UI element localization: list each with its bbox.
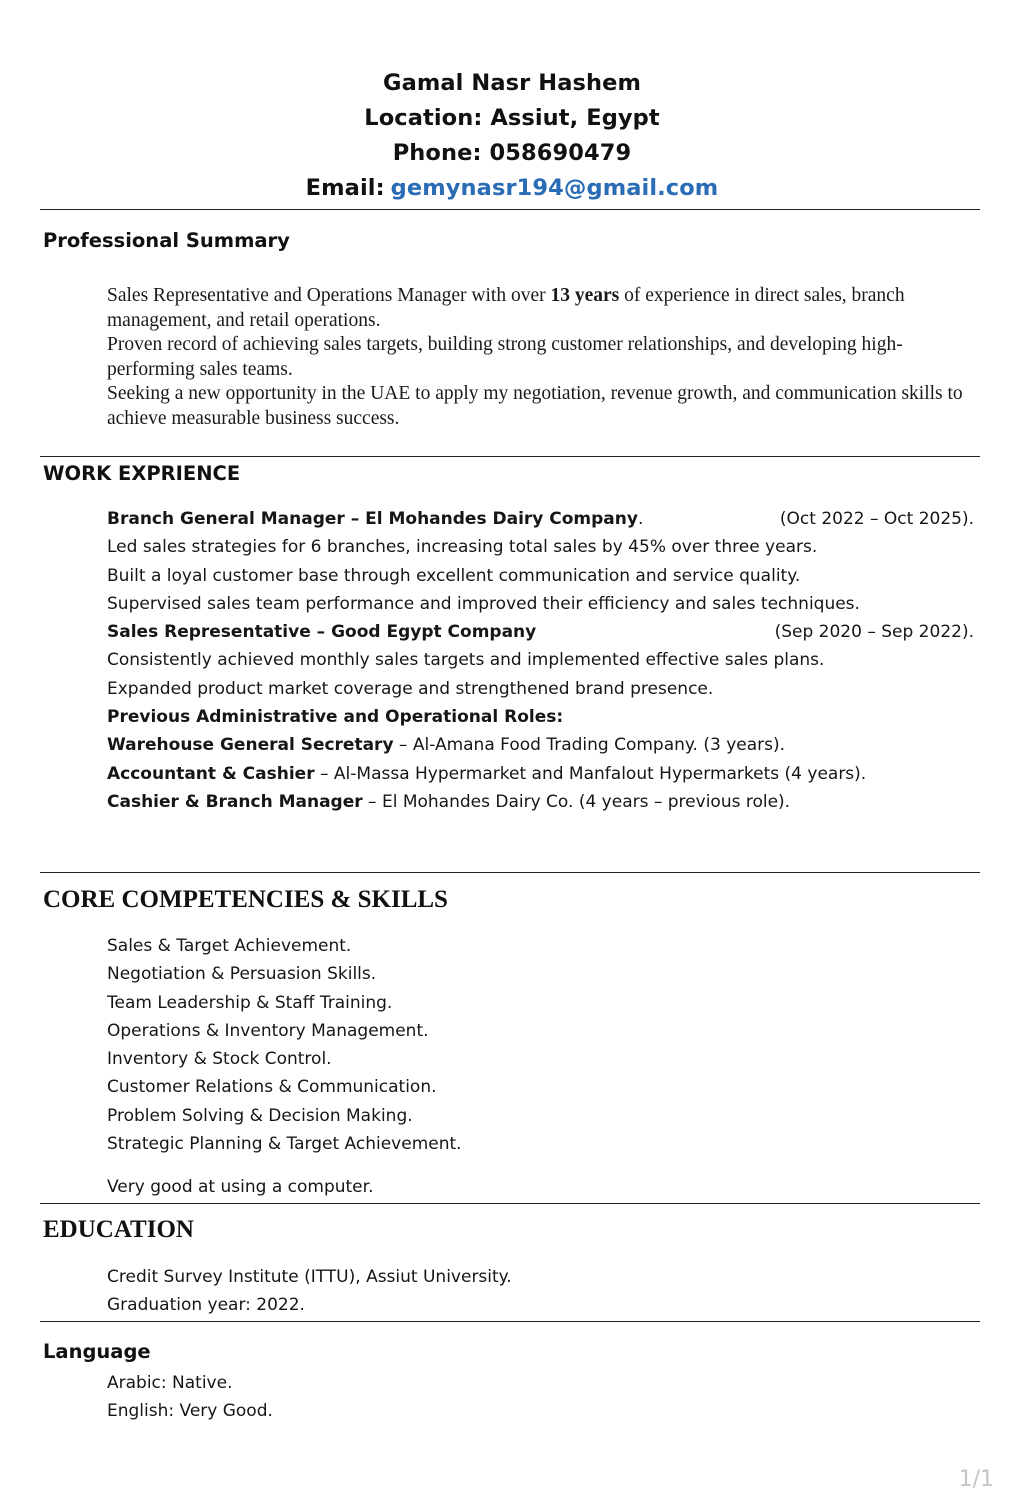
job-title: Branch General Manager – El Mohandes Dairy Company [107, 509, 638, 529]
education-list [107, 1263, 977, 1320]
page-indicator: 1/1 [958, 1467, 994, 1492]
education-heading: EDUCATION [43, 1216, 194, 1243]
candidate-name: Gamal Nasr Hashem [383, 70, 641, 96]
job-title: Sales Representative – Good Egypt Company [107, 622, 537, 643]
email-link[interactable]: gemynasr194@gmail.com [390, 175, 719, 201]
skill-item: Negotiation & Persuasion Skills. [107, 964, 377, 985]
language-heading: Language [43, 1340, 151, 1363]
job-bullet: Supervised sales team performance and improved their efficiency and sales techniques. [107, 593, 860, 614]
candidate-location: Location: Assiut, Egypt [364, 105, 660, 131]
job-heading [107, 618, 977, 646]
job-heading: Branch General Manager – El Mohandes Dairy Company. (Oct 2022 – Oct 2025). [107, 505, 977, 533]
job-bullet: Expanded product market coverage and strengthened brand presence. [107, 678, 714, 699]
skills-heading: CORE COMPETENCIES & SKILLS [43, 886, 448, 913]
skill-item: Strategic Planning & Target Achievement. [107, 1134, 462, 1155]
email-label: Email: [305, 175, 385, 201]
previous-roles-heading: Previous Administrative and Operational Roles: [107, 707, 564, 728]
computer-skill: Very good at using a computer. [107, 1177, 374, 1197]
summary-text [107, 284, 977, 431]
language-list [107, 1369, 977, 1426]
summary-line: Seeking a new opportunity in the UAE to apply my negotiation, revenue growth, and communication skills to achieve measurable business success. [107, 383, 963, 429]
summary-line: Sales Representative and Operations Manager with over 13 years of experience in direct sales, branch management, and retail operations. [107, 285, 905, 331]
summary-line: Proven record of achieving sales targets, building strong customer relationships, and developing high-performing sales teams. [107, 334, 903, 380]
work-heading: WORK EXPRIENCE [43, 462, 241, 485]
skill-item: Problem Solving & Decision Making. [107, 1105, 413, 1126]
skill-item: Customer Relations & Communication. [107, 1077, 437, 1098]
job-dates: (Oct 2022 – Oct 2025). [779, 509, 974, 529]
years-highlight: 13 years [550, 285, 620, 306]
previous-role: Cashier & Branch Manager – El Mohandes Dairy Co. (4 years – previous role). [107, 791, 791, 812]
job-bullet: Built a loyal customer base through excellent communication and service quality. [107, 565, 801, 586]
divider [40, 1321, 980, 1322]
education-graduation: Graduation year: 2022. [107, 1295, 305, 1316]
skill-item: Inventory & Stock Control. [107, 1049, 332, 1070]
job-dates: (Sep 2020 – Sep 2022). [774, 622, 974, 643]
skill-item: Operations & Inventory Management. [107, 1020, 429, 1041]
divider [40, 872, 980, 873]
work-experience-list [107, 505, 977, 816]
education-institute: Credit Survey Institute (ITTU), Assiut University. [107, 1267, 512, 1287]
language-item: English: Very Good. [107, 1401, 273, 1422]
divider [40, 209, 980, 210]
job-bullet: Consistently achieved monthly sales targets and implemented effective sales plans. [107, 650, 825, 671]
divider [40, 1203, 980, 1204]
candidate-phone: Phone: 058690479 [392, 140, 632, 166]
candidate-email-line [0, 171, 1024, 206]
summary-heading: Professional Summary [43, 229, 290, 252]
resume-header [0, 66, 1024, 206]
skill-item: Team Leadership & Staff Training. [107, 992, 393, 1013]
language-item: Arabic: Native. [107, 1373, 233, 1393]
skills-list [107, 932, 977, 1158]
previous-role: Accountant & Cashier – Al-Massa Hypermarket and Manfalout Hypermarkets (4 years). [107, 763, 867, 784]
divider [40, 456, 980, 457]
previous-role: Warehouse General Secretary – Al-Amana Food Trading Company. (3 years). [107, 735, 786, 756]
skill-item: Sales & Target Achievement. [107, 936, 352, 956]
job-bullet: Led sales strategies for 6 branches, increasing total sales by 45% over three years. [107, 537, 818, 558]
